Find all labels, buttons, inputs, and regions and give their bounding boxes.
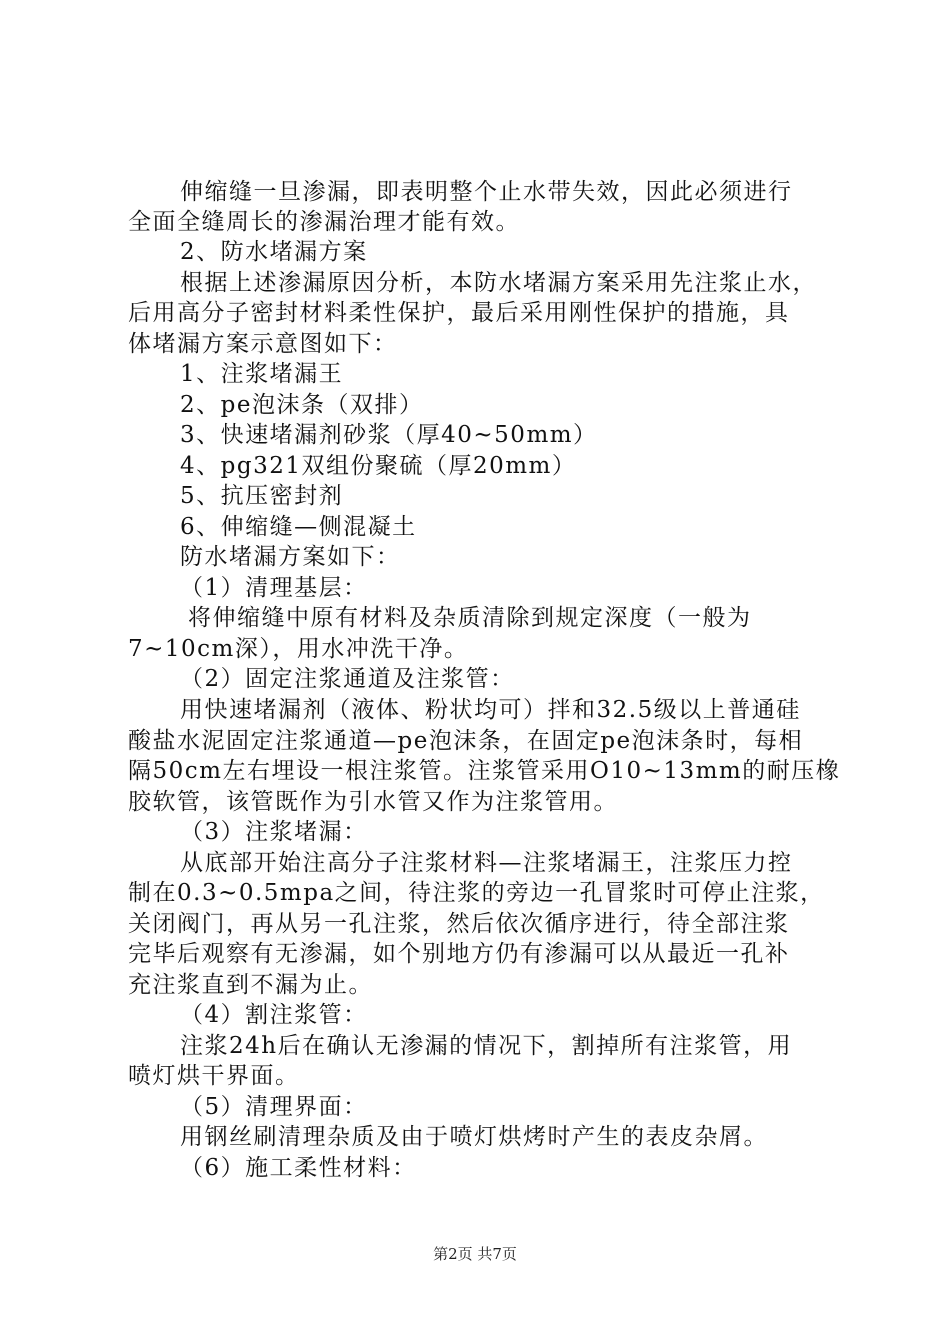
text-line: 用钢丝刷清理杂质及由于喷灯烘烤时产生的表皮杂屑。 (180, 1124, 768, 1150)
text-line: 将伸缩缝中原有材料及杂质清除到规定深度（一般为 (188, 605, 752, 631)
text-line: 用快速堵漏剂（液体、粉状均可）拌和32.5级以上普通硅 (180, 697, 801, 723)
text-line: 关闭阀门，再从另一孔注浆，然后依次循序进行，待全部注浆 (128, 911, 790, 937)
text-line: 全面全缝周长的渗漏治理才能有效。 (128, 209, 520, 235)
text-line: 隔50cm左右埋设一根注浆管。注浆管采用O10~13mm的耐压橡 (128, 758, 841, 784)
text-line: 注浆24h后在确认无渗漏的情况下，割掉所有注浆管，用 (180, 1033, 793, 1059)
section-heading: 2、防水堵漏方案 (180, 239, 368, 265)
text-line: 后用高分子密封材料柔性保护，最后采用刚性保护的措施，具 (128, 300, 790, 326)
text-line: 完毕后观察有无渗漏，如个别地方仍有渗漏可以从最近一孔补 (128, 941, 790, 967)
text-line: 充注浆直到不漏为止。 (128, 972, 373, 998)
list-item: 6、伸缩缝—侧混凝土 (180, 514, 417, 540)
text-line: 7~10cm深），用水冲洗干净。 (128, 636, 469, 662)
text-line: 伸缩缝一旦渗漏，即表明整个止水带失效，因此必须进行 (180, 179, 793, 205)
step-heading: （4）割注浆管： (180, 1002, 368, 1028)
step-heading: （5）清理界面： (180, 1094, 368, 1120)
list-item: 2、pe泡沫条（双排） (180, 392, 424, 418)
step-heading: （2）固定注浆通道及注浆管： (180, 666, 515, 692)
list-item: 1、注浆堵漏王 (180, 361, 344, 387)
list-item: 4、pg321双组份聚硫（厚20mm） (180, 453, 577, 479)
text-line: 从底部开始注高分子注浆材料—注浆堵漏王，注浆压力控 (180, 850, 793, 876)
list-item: 5、抗压密封剂 (180, 483, 344, 509)
text-line: 根据上述渗漏原因分析，本防水堵漏方案采用先注浆止水， (180, 270, 817, 296)
text-line: 体堵漏方案示意图如下： (128, 331, 398, 357)
text-line: 酸盐水泥固定注浆通道—pe泡沫条，在固定pe泡沫条时，每相 (128, 728, 804, 754)
text-line: 喷灯烘干界面。 (128, 1063, 300, 1089)
text-line: 制在0.3~0.5mpa之间，待注浆的旁边一孔冒浆时可停止注浆， (128, 880, 825, 906)
step-heading: （1）清理基层： (180, 575, 368, 601)
list-item: 3、快速堵漏剂砂浆（厚40~50mm） (180, 422, 598, 448)
text-line: 防水堵漏方案如下： (180, 544, 401, 570)
step-heading: （3）注浆堵漏： (180, 819, 368, 845)
text-line: 胶软管，该管既作为引水管又作为注浆管用。 (128, 789, 618, 815)
step-heading: （6）施工柔性材料： (180, 1155, 417, 1181)
page-number-footer: 第2页 共7页 (433, 1245, 517, 1263)
